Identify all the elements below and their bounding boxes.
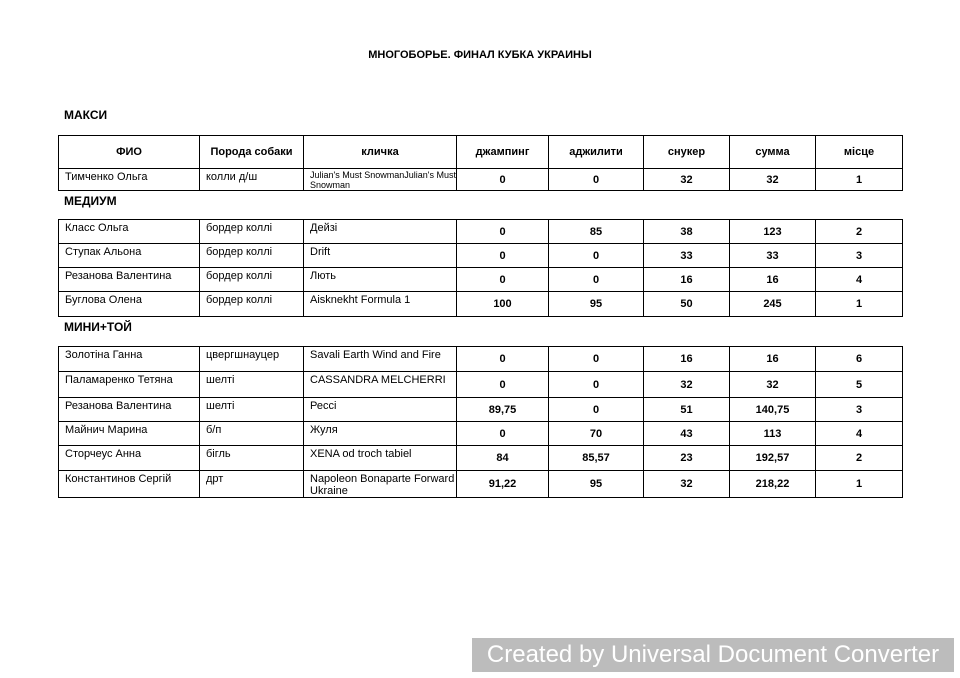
cell-name: Сторчеус Анна [59, 446, 200, 471]
cell-snooker: 50 [644, 292, 730, 317]
cell-place: 1 [816, 292, 903, 317]
cell-jumping: 0 [457, 220, 549, 244]
cell-jumping: 100 [457, 292, 549, 317]
table-header-row [59, 136, 903, 169]
cell-agility: 0 [549, 398, 644, 422]
cell-place: 2 [816, 220, 903, 244]
cell-total: 218,22 [730, 471, 816, 498]
cell-breed: дрт [200, 471, 304, 498]
table-row [59, 244, 903, 268]
cell-agility: 0 [549, 169, 644, 191]
cell-snooker: 51 [644, 398, 730, 422]
cell-breed: бордер коллі [200, 244, 304, 268]
cell-jumping: 0 [457, 422, 549, 446]
cell-total: 245 [730, 292, 816, 317]
results-table-mini-toy [58, 346, 903, 498]
cell-snooker: 38 [644, 220, 730, 244]
cell-breed: бордер коллі [200, 292, 304, 317]
cell-name: Константинов Сергій [59, 471, 200, 498]
cell-name: Класс Ольга [59, 220, 200, 244]
cell-name: Резанова Валентина [59, 398, 200, 422]
table-row [59, 372, 903, 398]
cell-snooker: 16 [644, 347, 730, 372]
header-snooker: снукер [644, 136, 730, 169]
cell-snooker: 32 [644, 471, 730, 498]
table-row [59, 347, 903, 372]
cell-jumping: 0 [457, 268, 549, 292]
section-title-medium: МЕДИУМ [64, 194, 117, 208]
cell-breed: шелті [200, 398, 304, 422]
cell-jumping: 91,22 [457, 471, 549, 498]
cell-snooker: 23 [644, 446, 730, 471]
header-agility: аджилити [549, 136, 644, 169]
results-table-medium [58, 219, 903, 317]
header-total: сумма [730, 136, 816, 169]
cell-jumping: 0 [457, 347, 549, 372]
cell-agility: 95 [549, 471, 644, 498]
cell-name: Резанова Валентина [59, 268, 200, 292]
cell-dog-name: XENA od troch tabiel [304, 446, 457, 471]
cell-total: 33 [730, 244, 816, 268]
cell-jumping: 84 [457, 446, 549, 471]
section-title-maxi: МАКСИ [64, 108, 108, 122]
cell-total: 140,75 [730, 398, 816, 422]
cell-agility: 85,57 [549, 446, 644, 471]
cell-breed: бордер коллі [200, 220, 304, 244]
header-jumping: джампинг [457, 136, 549, 169]
cell-place: 4 [816, 422, 903, 446]
section-title-mini-toy: МИНИ+ТОЙ [64, 320, 132, 334]
cell-breed: бордер коллі [200, 268, 304, 292]
cell-total: 123 [730, 220, 816, 244]
table-row [59, 398, 903, 422]
cell-snooker: 43 [644, 422, 730, 446]
table-row [59, 422, 903, 446]
cell-name: Тимченко Ольга [59, 169, 200, 191]
cell-total: 16 [730, 347, 816, 372]
cell-place: 3 [816, 244, 903, 268]
cell-snooker: 32 [644, 169, 730, 191]
table-row [59, 268, 903, 292]
cell-jumping: 0 [457, 372, 549, 398]
cell-agility: 0 [549, 244, 644, 268]
cell-name: Паламаренко Тетяна [59, 372, 200, 398]
cell-dog-name: Рессі [304, 398, 457, 422]
cell-snooker: 33 [644, 244, 730, 268]
watermark-banner: Created by Universal Document Converter [472, 638, 954, 672]
cell-total: 113 [730, 422, 816, 446]
cell-place: 1 [816, 169, 903, 191]
cell-place: 6 [816, 347, 903, 372]
cell-breed: колли д/ш [200, 169, 304, 191]
header-place: місце [816, 136, 903, 169]
cell-snooker: 32 [644, 372, 730, 398]
cell-place: 4 [816, 268, 903, 292]
cell-dog-name: Julian's Must SnowmanJulian's Must Snowman [304, 169, 457, 191]
cell-snooker: 16 [644, 268, 730, 292]
cell-jumping: 89,75 [457, 398, 549, 422]
cell-name: Майнич Марина [59, 422, 200, 446]
cell-agility: 0 [549, 268, 644, 292]
cell-dog-name: CASSANDRA MELCHERRI [304, 372, 457, 398]
cell-jumping: 0 [457, 169, 549, 191]
cell-dog-name: Napoleon Bonaparte Forward Ukraine [304, 471, 457, 498]
cell-dog-name: Savali Earth Wind and Fire [304, 347, 457, 372]
cell-name: Золотіна Ганна [59, 347, 200, 372]
cell-jumping: 0 [457, 244, 549, 268]
page-title: МНОГОБОРЬЕ. ФИНАЛ КУБКА УКРАИНЫ [368, 49, 592, 61]
cell-place: 2 [816, 446, 903, 471]
cell-dog-name: Жуля [304, 422, 457, 446]
cell-place: 5 [816, 372, 903, 398]
cell-dog-name: Лють [304, 268, 457, 292]
cell-dog-name: Drift [304, 244, 457, 268]
cell-agility: 85 [549, 220, 644, 244]
cell-agility: 70 [549, 422, 644, 446]
cell-breed: б/п [200, 422, 304, 446]
cell-agility: 95 [549, 292, 644, 317]
table-row [59, 292, 903, 317]
cell-place: 3 [816, 398, 903, 422]
cell-breed: шелті [200, 372, 304, 398]
table-row [59, 220, 903, 244]
header-dog-name: кличка [304, 136, 457, 169]
cell-total: 32 [730, 169, 816, 191]
cell-place: 1 [816, 471, 903, 498]
cell-total: 16 [730, 268, 816, 292]
cell-total: 192,57 [730, 446, 816, 471]
cell-total: 32 [730, 372, 816, 398]
header-name: ФИО [59, 136, 200, 169]
table-row [59, 471, 903, 498]
cell-breed: бігль [200, 446, 304, 471]
results-table-maxi [58, 135, 903, 191]
cell-breed: цвергшнауцер [200, 347, 304, 372]
cell-agility: 0 [549, 347, 644, 372]
cell-dog-name: Aisknekht Formula 1 [304, 292, 457, 317]
header-breed: Порода собаки [200, 136, 304, 169]
cell-name: Буглова Олена [59, 292, 200, 317]
cell-agility: 0 [549, 372, 644, 398]
cell-dog-name: Дейзі [304, 220, 457, 244]
cell-name: Ступак Альона [59, 244, 200, 268]
table-row [59, 446, 903, 471]
table-row [59, 169, 903, 191]
